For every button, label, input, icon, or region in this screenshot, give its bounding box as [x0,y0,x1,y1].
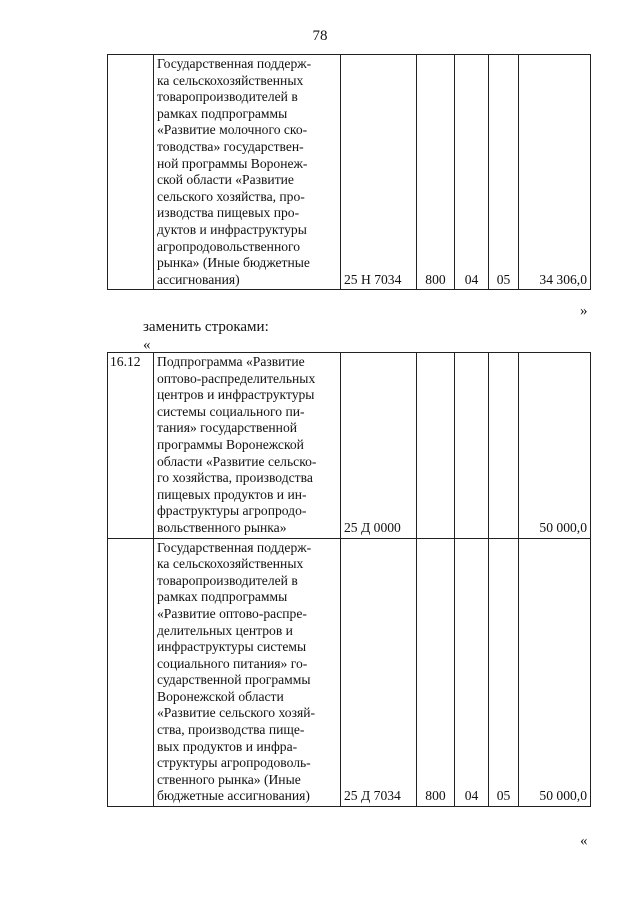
subsection-cell [489,353,519,539]
page-number: 78 [312,28,328,44]
section-cell: 04 [455,55,489,290]
table-row [108,353,591,539]
description-line: товаропроизводителей в [157,572,298,588]
description-line: товаропроизводителей в [157,89,298,105]
description-line: ства, производства пище- [157,722,305,738]
expense-type-cell: 800 [417,55,455,290]
subsection-cell: 05 [489,55,519,290]
description-line: ственного рынка» (Иные [157,771,301,787]
description-line: рынка» (Иные бюджетные [157,255,310,271]
description-line: системы социального пи- [157,403,305,419]
description-line: изводства пищевых про- [157,205,300,221]
target-code-cell: 25 Д 0000 [341,353,417,539]
description-line: пищевых продуктов и ин- [157,486,307,502]
description-line: тания» государственной [157,420,298,436]
description-line: бюджетные ассигнования) [157,788,310,804]
description-line: «Развитие оптово-распре- [157,605,307,621]
description-line: сельского хозяйства, про- [157,188,305,204]
description-line: центров и инфраструктуры [157,387,315,403]
description-line: оптово-распределительных [157,370,316,386]
row-number-cell [108,538,154,807]
description-cell [154,353,341,539]
description-line: го хозяйства, производства [157,470,313,486]
description-line: рамках подпрограммы [157,589,288,605]
description-line: вольственного рынка» [157,519,287,535]
opening-quote: « [143,337,151,353]
description-line: вых продуктов и инфра- [157,738,298,754]
row-number-cell [108,55,154,290]
description-line: ка сельскохозяйственных [157,72,304,88]
description-line: фраструктуры агропродо- [157,503,307,519]
table-row [108,538,591,807]
description-line: области «Развитие сельско- [157,453,317,469]
closing-quote: » [580,303,588,319]
description-line: Воронежской области [157,688,284,704]
description-line: сударственной программы [157,672,311,688]
target-code-cell: 25 Н 7034 [341,55,417,290]
expense-type-cell [417,353,455,539]
description-line: ской области «Развитие [157,172,294,188]
description-line: «Развитие молочного ско- [157,122,308,138]
description-cell [154,55,341,290]
amount-cell: 50 000,0 [519,353,591,539]
description-line: Государственная поддерж- [157,56,312,71]
table-row [108,55,591,290]
section-cell [455,353,489,539]
row-number-cell: 16.12 [108,353,154,539]
closing-quote-end: « [580,833,588,849]
replace-instruction: заменить строками: [143,319,269,335]
expense-type-cell: 800 [417,538,455,807]
section-cell: 04 [455,538,489,807]
budget-table-old [107,54,591,290]
description-line: социального питания» го- [157,655,308,671]
description-line: рамках подпрограммы [157,105,288,121]
amount-cell: 34 306,0 [519,55,591,290]
description-line: программы Воронежской [157,436,304,452]
description-line: дуктов и инфраструктуры [157,221,307,237]
description-cell [154,538,341,807]
subsection-cell: 05 [489,538,519,807]
description-line: ной программы Воронеж- [157,155,308,171]
description-line: Государственная поддерж- [157,539,312,555]
description-line: структуры агропродоволь- [157,755,311,771]
description-line: ка сельскохозяйственных [157,556,304,572]
description-line: инфраструктуры системы [157,639,307,655]
description-line: делительных центров и [157,622,293,638]
amount-cell: 50 000,0 [519,538,591,807]
budget-table-new [107,352,591,807]
description-line: ассигнования) [157,271,240,287]
description-line: агропродовольственного [157,238,301,254]
description-line: Подпрограмма «Развитие [157,354,305,369]
description-line: товодства» государствен- [157,138,304,154]
description-line: «Развитие сельского хозяй- [157,705,315,721]
target-code-cell: 25 Д 7034 [341,538,417,807]
